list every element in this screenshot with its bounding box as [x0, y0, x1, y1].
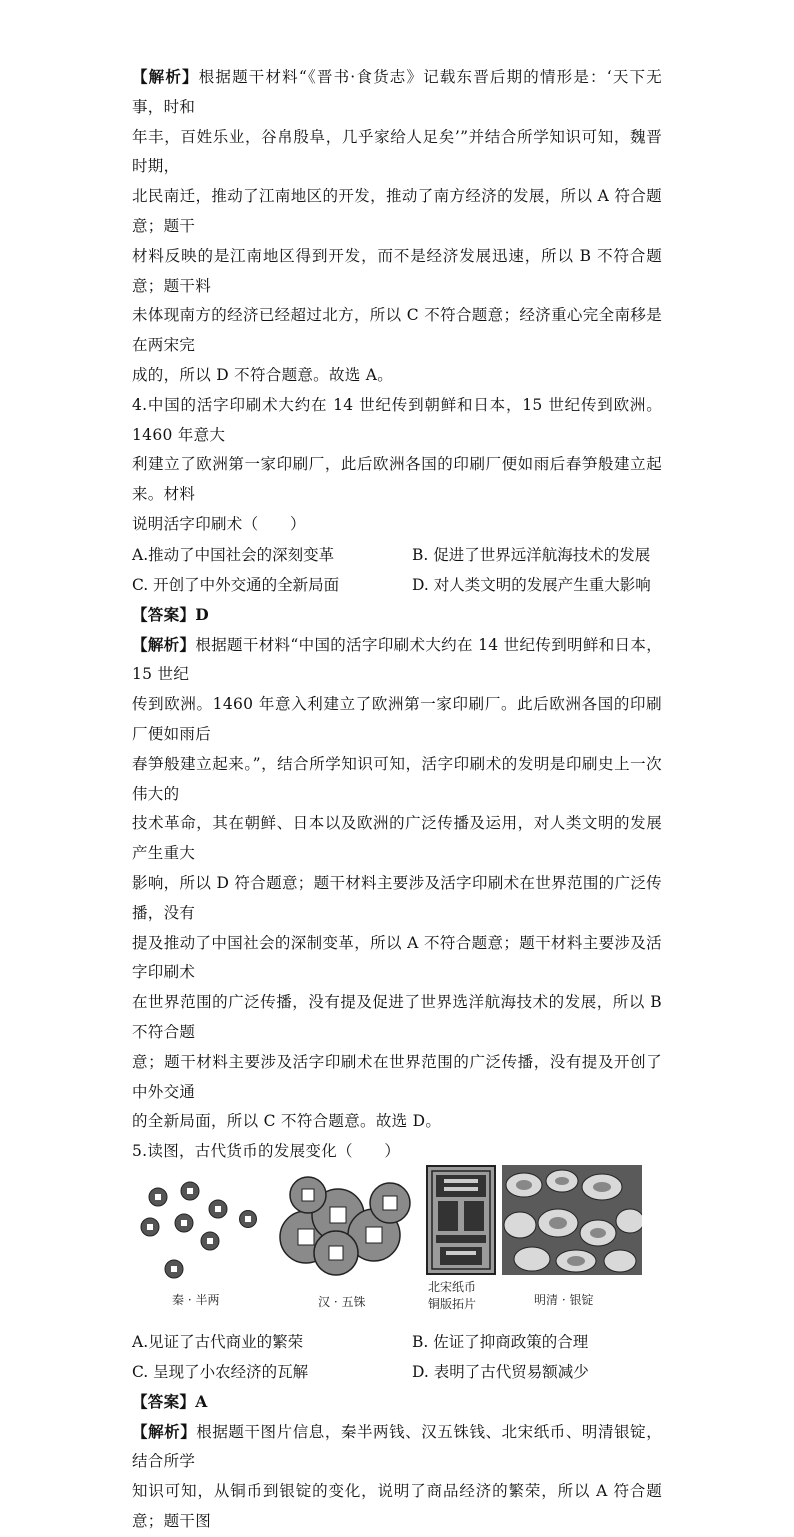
q4-option-b: B. 促进了世界远洋航海技术的发展 [412, 545, 651, 564]
q5-answer: 【答案】A [132, 1391, 208, 1411]
q4-option-c: C. 开创了中外交通的全新局面 [132, 575, 340, 594]
q5-analysis-line-2: 知识可知，从铜币到银锭的变化，说明了商品经济的繁荣，所以 A 符合题意；题干图 [132, 1482, 662, 1531]
mingqing-silver-ingots-image [502, 1165, 642, 1275]
q4-option-a: A.推动了中国社会的深刻变革 [132, 545, 335, 564]
q3-analysis-line-4: 材料反映的是江南地区得到开发，而不是经济发展迅速，所以 B 不符合题意；题干料 [132, 246, 662, 295]
analysis-label: 【解析】 [132, 1421, 197, 1441]
qin-banliang-coins-image [138, 1179, 258, 1289]
currency-figure [132, 1173, 662, 1323]
analysis-label: 【解析】 [132, 634, 196, 654]
q4-analysis-line-5: 影响，所以 D 符合题意；题干材料主要涉及活字印刷术在世界范围的广泛传播，没有 [132, 873, 662, 922]
document-page [132, 62, 662, 1537]
q4-analysis-line-1: 【解析】根据题干材料“中国的活字印刷术大约在 14 世纪传到明鲜和日本，15 世纪 [132, 634, 663, 684]
q3-analysis-line-6: 成的，所以 D 不符合题意。故选 A。 [132, 365, 394, 384]
song-paper-money-image [426, 1165, 496, 1275]
q3-analysis-line-3: 北民南迁，推动了江南地区的开发，推动了南方经济的发展，所以 A 符合题意；题干 [132, 187, 662, 235]
q4-analysis-line-8: 意；题干材料主要涉及活字印刷术在世界范围的广泛传播，没有提及开创了中外交通 [132, 1052, 662, 1101]
caption-mingqing: 明清 · 银锭 [534, 1292, 594, 1307]
q5-option-c: C. 呈现了小农经济的瓦解 [132, 1362, 309, 1381]
q5-analysis-line-1: 【解析】根据题干图片信息，秦半两钱、汉五铢钱、北宋纸币、明清银锭，结合所学 [132, 1421, 663, 1471]
q4-analysis-line-4: 技术革命，其在朝鲜、日本以及欧洲的广泛传播及运用，对人类文明的发展产生重大 [132, 814, 662, 863]
analysis-label: 【解析】 [132, 67, 199, 86]
q4-option-d: D. 对人类文明的发展产生重大影响 [412, 575, 651, 594]
q5-stem: 5.读图，古代货币的发展变化（ ） [132, 1142, 401, 1161]
q4-answer: 【答案】D [132, 604, 209, 624]
q5-option-d: D. 表明了古代贸易额减少 [412, 1362, 589, 1381]
caption-song-line-2: 铜版拓片 [428, 1296, 477, 1311]
caption-song-line-1: 北宋纸币 [428, 1279, 477, 1294]
han-wuzhu-coins-image [278, 1175, 413, 1285]
q4-analysis-line-7: 在世界范围的广泛传播，没有提及促进了世界选洋航海技术的发展，所以 B 不符合题 [132, 993, 662, 1041]
q4-analysis-line-9: 的全新局面，所以 C 不符合题意。故选 D。 [132, 1112, 442, 1131]
caption-qin: 秦 · 半两 [172, 1292, 220, 1307]
q5-option-a: A.见证了古代商业的繁荣 [132, 1332, 304, 1351]
q4-stem-line-1: 4.中国的活字印刷术大约在 14 世纪传到朝鲜和日本，15 世纪传到欧洲。1460 年意大 [132, 395, 662, 444]
q4-stem-line-2: 利建立了欧洲第一家印刷厂，此后欧洲各国的印刷厂便如雨后春笋般建立起来。材料 [132, 455, 662, 504]
caption-han: 汉 · 五铢 [318, 1294, 366, 1309]
q4-analysis-line-6: 提及推动了中国社会的深制变革，所以 A 不符合题意；题干材料主要涉及活字印刷术 [132, 933, 662, 982]
q4-options [132, 540, 662, 600]
q3-analysis-line-5: 未体现南方的经济已经超过北方，所以 C 不符合题意；经济重心完全南移是在两宋完 [132, 306, 662, 355]
q4-stem-line-3: 说明活字印刷术（ ） [132, 514, 306, 533]
q3-analysis-line-1: 【解析】根据题干材料“《晋书·食货志》记载东晋后期的情形是：‘天下无事，时和 [132, 67, 662, 116]
q4-analysis-line-3: 春笋般建立起来。”，结合所学知识可知，活字印刷术的发明是印刷史上一次伟大的 [132, 754, 662, 803]
q5-option-b: B. 佐证了抑商政策的合理 [412, 1332, 589, 1351]
q3-analysis-line-2: 年丰，百姓乐业，谷帛殷阜，几乎家给人足矣’”并结合所学知识可知，魏晋时期， [132, 127, 662, 176]
q4-analysis-line-2: 传到欧洲。1460 年意入利建立了欧洲第一家印刷厂。此后欧洲各国的印刷厂便如雨后 [132, 695, 662, 743]
q5-options [132, 1327, 662, 1387]
